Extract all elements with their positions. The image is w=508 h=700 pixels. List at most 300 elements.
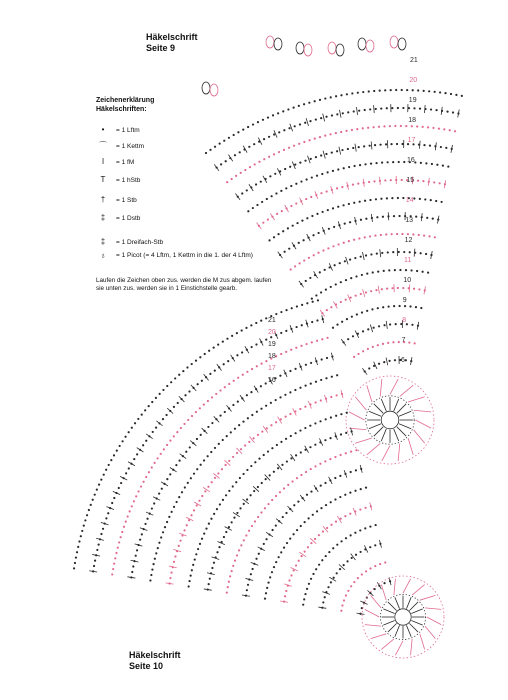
bottom-fan-dot bbox=[213, 562, 215, 564]
top-fan-dot bbox=[343, 167, 345, 169]
top-fan-dot bbox=[373, 327, 375, 329]
top-fan-dot bbox=[369, 145, 371, 147]
top-fan-stitch bbox=[341, 339, 346, 345]
bottom-fan-stitch bbox=[240, 395, 245, 402]
bottom-fan-dot bbox=[195, 411, 197, 413]
bottom-fan-dot bbox=[142, 444, 144, 446]
bottom-fan-dot bbox=[365, 570, 367, 572]
top-fan-dot bbox=[375, 162, 377, 164]
round-number: 19 bbox=[268, 341, 276, 348]
top-fan-dot bbox=[391, 197, 393, 199]
top-fan-dot bbox=[357, 92, 359, 94]
top-fan-stitch bbox=[371, 214, 372, 222]
bottom-fan-dot bbox=[88, 509, 90, 511]
top-fan-dot bbox=[396, 143, 398, 145]
top-fan-dot bbox=[263, 158, 265, 160]
bottom-fan-dot bbox=[331, 376, 333, 378]
top-fan-dot bbox=[409, 251, 411, 253]
bottom-fan-stitch bbox=[231, 355, 235, 362]
bottom-fan-dot bbox=[192, 564, 194, 566]
bottom-fan-dot bbox=[207, 455, 209, 457]
top-fan-dot bbox=[374, 235, 376, 237]
top-fan-dot bbox=[344, 260, 346, 262]
bottom-fan-dot bbox=[137, 418, 139, 420]
top-fan-dot bbox=[278, 131, 280, 133]
top-fan-dot bbox=[356, 313, 358, 315]
bottom-fan-dot bbox=[154, 558, 156, 560]
bottom-fan-dot bbox=[334, 498, 336, 500]
top-fan-dot bbox=[346, 318, 348, 320]
bottom-fan-dot bbox=[308, 517, 310, 519]
top-fan-dot bbox=[316, 213, 318, 215]
bottom-fan-dot bbox=[170, 381, 172, 383]
top-fan-dot bbox=[268, 156, 270, 158]
top-fan-dot bbox=[262, 222, 264, 224]
top-fan-dot bbox=[362, 127, 364, 129]
bottom-fan-dot bbox=[166, 385, 168, 387]
top-fan-dot bbox=[364, 163, 366, 165]
round-number: 18 bbox=[268, 353, 276, 360]
top-fan-stitch bbox=[323, 151, 325, 159]
bottom-fan-dot bbox=[211, 567, 213, 569]
top-fan-dot bbox=[406, 323, 408, 325]
round-number: 19 bbox=[408, 97, 417, 104]
top-motif-spoke bbox=[369, 424, 381, 429]
top-fan-dot bbox=[266, 198, 268, 200]
bottom-motif-spoke bbox=[411, 609, 422, 614]
bottom-fan-dot bbox=[305, 471, 307, 473]
top-fan-dot bbox=[384, 179, 386, 181]
top-fan-dot bbox=[247, 126, 249, 128]
top-fan-dot bbox=[366, 310, 368, 312]
top-fan-dot bbox=[276, 213, 278, 215]
bottom-fan-dot bbox=[124, 436, 126, 438]
round-number: 21 bbox=[268, 317, 276, 324]
top-fan-dot bbox=[267, 219, 269, 221]
bottom-fan-dot bbox=[318, 534, 320, 536]
bottom-fan-dot bbox=[336, 394, 338, 396]
bottom-fan-dot bbox=[194, 558, 196, 560]
top-fan-stitch bbox=[214, 164, 219, 170]
top-fan-dot bbox=[402, 287, 404, 289]
top-fan-dot bbox=[375, 289, 377, 291]
top-fan-dot bbox=[328, 228, 330, 230]
top-fan-dot bbox=[369, 199, 371, 201]
bottom-fan-dot bbox=[98, 544, 100, 546]
bottom-motif-spoke bbox=[406, 625, 411, 636]
bottom-fan-dot bbox=[139, 539, 141, 541]
bottom-fan-dot bbox=[321, 338, 323, 340]
legend-row-dreifach-stb bbox=[96, 236, 163, 248]
bottom-fan-dot bbox=[229, 575, 231, 577]
bottom-fan-dot bbox=[133, 458, 135, 460]
bottom-fan-dot bbox=[319, 463, 321, 465]
bottom-fan-dot bbox=[330, 416, 332, 418]
bottom-fan-dot bbox=[280, 332, 282, 334]
legend-label: = 1 hStb bbox=[116, 176, 141, 184]
bottom-fan-dot bbox=[360, 488, 362, 490]
bottom-fan-dot bbox=[379, 563, 381, 565]
top-fan-dot bbox=[228, 137, 230, 139]
top-fan-dot bbox=[326, 190, 328, 192]
bottom-fan-dot bbox=[271, 571, 273, 573]
top-fan-dot bbox=[294, 125, 296, 127]
bottom-fan-dot bbox=[302, 604, 304, 606]
round-number: 16 bbox=[407, 157, 415, 164]
top-fan-dot bbox=[418, 234, 420, 236]
bottom-fan-dot bbox=[222, 439, 224, 441]
bottom-fan-dot bbox=[176, 431, 178, 433]
bottom-fan-dot bbox=[295, 564, 297, 566]
bottom-fan-dot bbox=[102, 528, 104, 530]
bottom-fan-dot bbox=[299, 408, 301, 410]
top-fan-dot bbox=[440, 146, 442, 148]
top-fan-dot bbox=[335, 95, 337, 97]
bottom-fan-dot bbox=[141, 533, 143, 535]
top-fan-dot bbox=[353, 165, 355, 167]
bottom-fan-dot bbox=[290, 574, 292, 576]
bottom-fan-dot bbox=[350, 471, 352, 473]
round-number: 20 bbox=[268, 329, 276, 336]
top-fan-stitch bbox=[409, 284, 410, 292]
dot-icon: • bbox=[101, 125, 105, 134]
bottom-fan-dot bbox=[305, 364, 307, 366]
top-fan-dot bbox=[369, 235, 371, 237]
bottom-fan-dot bbox=[320, 485, 322, 487]
top-motif-center bbox=[381, 411, 399, 429]
bottom-fan-dot bbox=[309, 446, 311, 448]
bottom-fan-dot bbox=[301, 304, 303, 306]
top-fan-dot bbox=[223, 140, 225, 142]
bottom-fan-dot bbox=[238, 549, 240, 551]
top-fan-dot bbox=[362, 330, 364, 332]
top-fan-dot bbox=[416, 125, 418, 127]
bottom-fan-dot bbox=[237, 377, 239, 379]
bottom-fan-dot bbox=[350, 451, 352, 453]
top-fan-dot bbox=[390, 143, 392, 145]
bottom-fan-dot bbox=[209, 373, 211, 375]
top-fan-dot bbox=[368, 181, 370, 183]
bottom-fan-dot bbox=[75, 556, 77, 558]
bottom-fan-dot bbox=[166, 521, 168, 523]
top-fan-dot bbox=[401, 233, 403, 235]
top-fan-dot bbox=[351, 316, 353, 318]
bottom-fan-dot bbox=[148, 405, 150, 407]
bottom-fan-dot bbox=[105, 517, 107, 519]
top-fan-dot bbox=[420, 252, 422, 254]
top-fan-dot bbox=[400, 125, 402, 127]
top-fan-dot bbox=[304, 122, 306, 124]
top-fan-dot bbox=[381, 252, 383, 254]
top-fan-dot bbox=[429, 145, 431, 147]
top-fan-dot bbox=[314, 138, 316, 140]
top-fan-stitch bbox=[292, 242, 296, 249]
bottom-fan-dot bbox=[304, 427, 306, 429]
top-fan-dot bbox=[404, 305, 406, 307]
bottom-fan-stitch bbox=[191, 385, 196, 391]
bottom-fan-dot bbox=[151, 401, 153, 403]
top-fan-dot bbox=[320, 192, 322, 194]
bottom-motif-zigzag bbox=[371, 595, 381, 608]
bottom-fan-dot bbox=[285, 590, 287, 592]
bottom-fan-dot bbox=[267, 450, 269, 452]
bottom-fan-dot bbox=[204, 490, 206, 492]
bottom-fan-dot bbox=[300, 555, 302, 557]
bottom-fan-dot bbox=[299, 387, 301, 389]
top-fan-dot bbox=[433, 181, 435, 183]
top-fan-dot bbox=[411, 125, 413, 127]
bottom-fan-dot bbox=[383, 582, 385, 584]
bottom-fan-stitch bbox=[190, 441, 196, 446]
top-fan-dot bbox=[329, 133, 331, 135]
top-fan-dot bbox=[378, 126, 380, 128]
top-fan-dot bbox=[454, 130, 456, 132]
top-picot bbox=[210, 84, 218, 96]
bottom-fan-dot bbox=[260, 408, 262, 410]
top-fan-dot bbox=[301, 219, 303, 221]
top-fan-dot bbox=[235, 175, 237, 177]
top-fan-dot bbox=[331, 114, 333, 116]
bottom-motif-spoke bbox=[406, 597, 411, 608]
bottom-fan-dot bbox=[335, 415, 337, 417]
bottom-fan-dot bbox=[257, 516, 259, 518]
bottom-fan-dot bbox=[343, 564, 345, 566]
bottom-fan-dot bbox=[275, 495, 277, 497]
bottom-fan-dot bbox=[203, 459, 205, 461]
bottom-fan-dot bbox=[239, 507, 241, 509]
bottom-fan-dot bbox=[261, 482, 263, 484]
bottom-fan-dot bbox=[304, 406, 306, 408]
bottom-fan-dot bbox=[365, 487, 367, 489]
bottom-fan-dot bbox=[346, 560, 348, 562]
bottom-fan-dot bbox=[188, 585, 190, 587]
bottom-fan-stitch bbox=[276, 519, 282, 524]
top-fan-dot bbox=[370, 290, 372, 292]
bottom-fan-dot bbox=[153, 502, 155, 504]
bottom-fan-dot bbox=[322, 601, 324, 603]
bottom-fan-dot bbox=[249, 494, 251, 496]
top-fan-dot bbox=[389, 125, 391, 127]
top-fan-dot bbox=[365, 218, 367, 220]
bottom-fan-dot bbox=[248, 441, 250, 443]
top-fan-dot bbox=[306, 217, 308, 219]
bottom-fan-dot bbox=[315, 568, 317, 570]
top-picot bbox=[358, 38, 366, 50]
bottom-fan-dot bbox=[350, 534, 352, 536]
bottom-fan-dot bbox=[345, 537, 347, 539]
top-fan-dot bbox=[360, 293, 362, 295]
top-fan-dot bbox=[241, 192, 243, 194]
top-fan-stitch bbox=[420, 141, 421, 149]
bottom-fan-dot bbox=[107, 512, 109, 514]
top-fan-dot bbox=[423, 144, 425, 146]
bottom-fan-dot bbox=[113, 563, 115, 565]
top-fan-dot bbox=[273, 153, 275, 155]
bottom-fan-dot bbox=[300, 474, 302, 476]
bottom-fan-dot bbox=[285, 416, 287, 418]
bottom-fan-dot bbox=[384, 561, 386, 563]
top-motif-outer bbox=[346, 376, 434, 464]
top-motif-zigzag bbox=[408, 397, 425, 402]
bottom-fan-dot bbox=[283, 487, 285, 489]
bottom-fan-dot bbox=[80, 535, 82, 537]
bottom-fan-dot bbox=[232, 565, 234, 567]
bottom-fan-stitch bbox=[300, 495, 305, 501]
top-fan-dot bbox=[337, 206, 339, 208]
bottom-fan-dot bbox=[250, 465, 252, 467]
bottom-fan-dot bbox=[255, 322, 257, 324]
top-motif-zigzag bbox=[367, 444, 380, 455]
bottom-title-line2: Seite 10 bbox=[129, 661, 164, 671]
bottom-fan-dot bbox=[310, 490, 312, 492]
bottom-fan-dot bbox=[136, 549, 138, 551]
bottom-fan-dot bbox=[211, 422, 213, 424]
bottom-fan-dot bbox=[189, 446, 191, 448]
bottom-fan-dot bbox=[178, 460, 180, 462]
top-fan-dot bbox=[370, 253, 372, 255]
top-fan-dot bbox=[302, 239, 304, 241]
bottom-fan-dot bbox=[315, 381, 317, 383]
top-fan-stitch bbox=[378, 286, 379, 294]
bottom-fan-dot bbox=[286, 542, 288, 544]
top-fan-dot bbox=[306, 178, 308, 180]
bottom-fan-dot bbox=[226, 591, 228, 593]
top-fan-dot bbox=[417, 89, 419, 91]
top-fan-stitch bbox=[386, 358, 388, 366]
top-fan-dot bbox=[308, 139, 310, 141]
top-motif-spoke bbox=[399, 411, 411, 416]
top-fan-dot bbox=[249, 166, 251, 168]
legend-label: = 1 Stb bbox=[116, 196, 137, 204]
top-motif-zigzag bbox=[400, 385, 413, 396]
top-fan-dot bbox=[353, 239, 355, 241]
top-fan-dot bbox=[411, 324, 413, 326]
top-fan-dot bbox=[341, 186, 343, 188]
bottom-fan-dot bbox=[123, 526, 125, 528]
bottom-fan-dot bbox=[159, 393, 161, 395]
bottom-fan-dot bbox=[288, 579, 290, 581]
top-fan-dot bbox=[340, 94, 342, 96]
top-fan-dot bbox=[340, 301, 342, 303]
top-fan-dot bbox=[384, 89, 386, 91]
bottom-fan-dot bbox=[280, 353, 282, 355]
top-fan-dot bbox=[422, 126, 424, 128]
bottom-fan-dot bbox=[304, 385, 306, 387]
top-fan-dot bbox=[428, 90, 430, 92]
bottom-fan-stitch bbox=[156, 421, 162, 426]
top-fan-dot bbox=[380, 107, 382, 109]
bottom-fan-dot bbox=[162, 531, 164, 533]
top-fan-dot bbox=[288, 127, 290, 129]
top-motif-zigzag bbox=[398, 444, 400, 461]
top-fan-dot bbox=[401, 179, 403, 181]
bottom-fan-dot bbox=[227, 360, 229, 362]
top-fan-dot bbox=[268, 136, 270, 138]
bottom-fan-dot bbox=[193, 509, 195, 511]
top-fan-dot bbox=[390, 89, 392, 91]
top-fan-dot bbox=[330, 286, 332, 288]
bottom-fan-dot bbox=[266, 427, 268, 429]
bottom-fan-dot bbox=[326, 337, 328, 339]
bottom-fan-dot bbox=[301, 324, 303, 326]
top-fan-dot bbox=[310, 158, 312, 160]
top-fan-dot bbox=[336, 113, 338, 115]
top-fan-dot bbox=[427, 126, 429, 128]
top-fan-dot bbox=[415, 216, 417, 218]
bottom-fan-dot bbox=[210, 451, 212, 453]
top-fan-dot bbox=[349, 221, 351, 223]
round-number: 9 bbox=[402, 297, 407, 304]
bottom-fan-dot bbox=[232, 485, 234, 487]
bottom-fan-dot bbox=[183, 423, 185, 425]
bottom-fan-dot bbox=[242, 421, 244, 423]
bottom-fan-dot bbox=[251, 568, 253, 570]
bottom-fan-dot bbox=[218, 546, 220, 548]
bottom-fan-dot bbox=[103, 474, 105, 476]
top-fan-stitch bbox=[308, 156, 311, 164]
top-fan-dot bbox=[405, 269, 407, 271]
top-motif-zigzag bbox=[355, 438, 372, 443]
top-fan-dot bbox=[408, 341, 410, 343]
bottom-fan-dot bbox=[169, 440, 171, 442]
top-fan-dot bbox=[252, 123, 254, 125]
bottom-fan-dot bbox=[250, 573, 252, 575]
top-fan-stitch bbox=[380, 249, 381, 257]
bottom-fan-dot bbox=[166, 444, 168, 446]
bottom-fan-dot bbox=[173, 561, 175, 563]
top-fan-dot bbox=[405, 359, 407, 361]
top-fan-dot bbox=[340, 131, 342, 133]
bottom-fan-dot bbox=[199, 356, 201, 358]
bottom-fan-dot bbox=[236, 554, 238, 556]
top-fan-dot bbox=[343, 242, 345, 244]
bottom-fan-stitch bbox=[153, 497, 160, 501]
legend-row-kettm bbox=[96, 140, 144, 152]
bottom-fan-dot bbox=[182, 370, 184, 372]
bottom-fan-dot bbox=[306, 302, 308, 304]
top-fan-stitch bbox=[257, 223, 262, 229]
bottom-fan-dot bbox=[184, 486, 186, 488]
round-number: 7 bbox=[401, 337, 406, 344]
bottom-fan-dot bbox=[208, 523, 210, 525]
top-picot bbox=[398, 38, 406, 50]
top-fan-dot bbox=[362, 350, 364, 352]
round-number: 11 bbox=[404, 257, 412, 264]
bottom-fan-dot bbox=[296, 477, 298, 479]
top-fan-dot bbox=[413, 107, 415, 109]
bottom-fan-dot bbox=[355, 554, 357, 556]
bottom-fan-dot bbox=[205, 528, 207, 530]
top-picot bbox=[328, 42, 336, 54]
top-motif-spoke bbox=[397, 427, 406, 436]
bottom-fan-dot bbox=[299, 429, 301, 431]
bottom-fan-dot bbox=[190, 477, 192, 479]
top-fan-dot bbox=[348, 203, 350, 205]
top-fan-dot bbox=[367, 127, 369, 129]
bottom-fan-dot bbox=[265, 592, 267, 594]
top-fan-dot bbox=[324, 269, 326, 271]
bottom-fan-dot bbox=[243, 503, 245, 505]
bottom-fan-dot bbox=[219, 503, 221, 505]
top-fan-dot bbox=[295, 202, 297, 204]
bottom-fan-dot bbox=[260, 363, 262, 365]
top-fan-dot bbox=[327, 171, 329, 173]
bottom-fan-dot bbox=[144, 409, 146, 411]
bottom-motif-zigzag bbox=[381, 639, 394, 649]
top-fan-dot bbox=[350, 277, 352, 279]
bottom-fan-stitch bbox=[227, 405, 232, 411]
top-fan-dot bbox=[288, 147, 290, 149]
